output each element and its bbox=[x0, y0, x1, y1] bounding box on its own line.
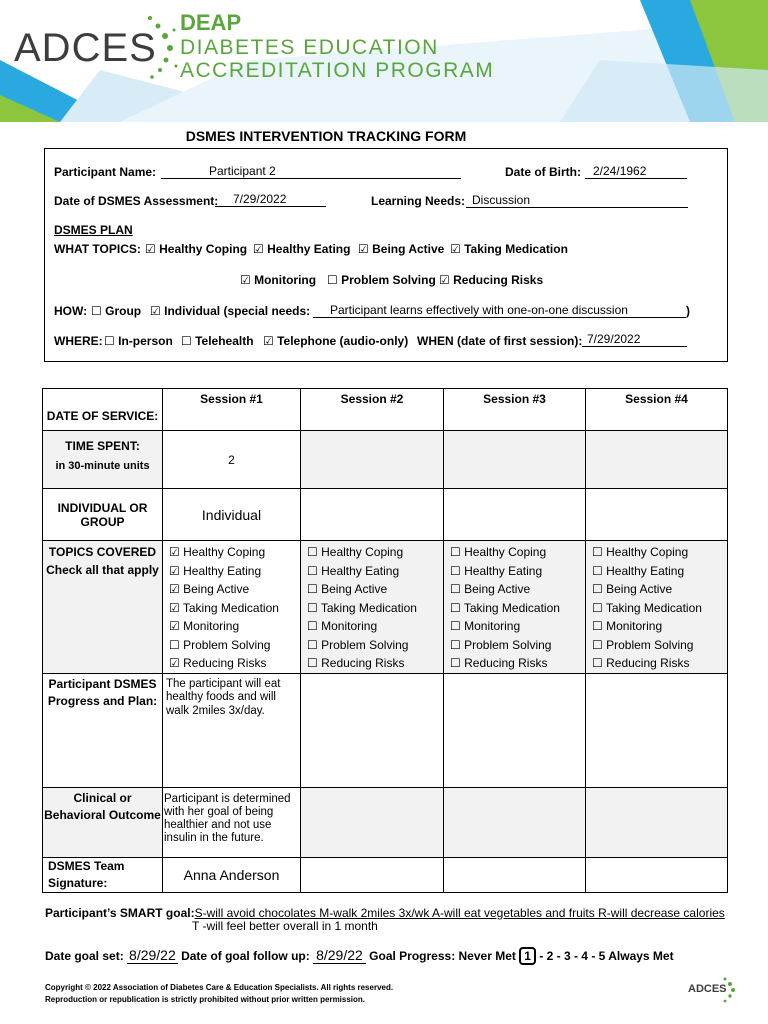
topic-monitoring[interactable] bbox=[240, 273, 316, 287]
checkbox-empty-icon: ☐ bbox=[450, 563, 461, 578]
topics-session-2 bbox=[301, 541, 444, 674]
reproduction-text: Reproduction or republication is strictly prohibited without prior written permission. bbox=[45, 995, 366, 1004]
program-line-1: DIABETES EDUCATION bbox=[180, 36, 439, 59]
time-spent-label bbox=[43, 431, 163, 489]
individual-group-session-3[interactable] bbox=[444, 489, 586, 541]
goal-progress-scale: 1 - 2 - 3 - 4 - 5 bbox=[519, 947, 608, 965]
topic-checkbox-item[interactable] bbox=[592, 599, 727, 618]
progress-session-1[interactable] bbox=[163, 673, 301, 787]
topic-label: Monitoring bbox=[460, 619, 521, 633]
checkbox-empty-icon: ☐ bbox=[592, 563, 603, 578]
where-label: WHERE: bbox=[54, 334, 103, 348]
how-individual-label: Individual (special needs: bbox=[164, 304, 311, 318]
program-line-2: ACCREDITATION PROGRAM bbox=[180, 59, 495, 82]
checkbox-empty-icon: ☐ bbox=[592, 600, 603, 615]
topic-label: Healthy Coping bbox=[602, 545, 689, 559]
topic-checkbox-item[interactable] bbox=[592, 617, 727, 636]
outcome-session-4[interactable] bbox=[586, 787, 728, 857]
topic-label: Being Active bbox=[460, 582, 531, 596]
checkbox-checked-icon: ☑ bbox=[169, 656, 180, 670]
signature-session-3[interactable] bbox=[444, 857, 586, 892]
topic-label: Problem Solving bbox=[602, 637, 694, 652]
topic-checkbox-item[interactable] bbox=[450, 617, 585, 636]
when-label: WHEN (date of first session): bbox=[417, 334, 583, 348]
topic-checkbox-item[interactable] bbox=[169, 543, 300, 562]
where-telehealth-option[interactable] bbox=[181, 334, 254, 348]
smart-goal-line1[interactable]: S-will avoid chocolates M-walk 2miles 3x/wk A-will eat vegetables and fruits R-will decrease calories bbox=[194, 906, 725, 920]
where-telehealth-label: Telehealth bbox=[195, 334, 254, 348]
progress-option-2[interactable]: 2 bbox=[546, 949, 554, 963]
dob-label: Date of Birth: bbox=[505, 165, 581, 179]
individual-group-session-4[interactable] bbox=[586, 489, 728, 541]
adces-logo: ADCES bbox=[14, 26, 157, 70]
checkbox-empty-icon: ☐ bbox=[592, 545, 603, 559]
topic-label: Problem Solving bbox=[317, 637, 409, 652]
topic-label: Taking Medication bbox=[179, 600, 279, 615]
checkbox-empty-icon: ☐ bbox=[450, 545, 461, 559]
checkbox-empty-icon: ☐ bbox=[307, 656, 318, 670]
checkbox-empty-icon: ☐ bbox=[307, 600, 318, 615]
checkbox-empty-icon: ☐ bbox=[307, 637, 318, 652]
time-spent-units: in 30-minute units bbox=[55, 460, 150, 472]
how-label: HOW: bbox=[54, 304, 88, 318]
checkbox-empty-icon: ☐ bbox=[91, 304, 102, 318]
topic-checkbox-item[interactable] bbox=[307, 636, 443, 655]
topics-session-3 bbox=[444, 541, 586, 674]
topic-problem-solving[interactable] bbox=[327, 273, 436, 287]
checkbox-checked-icon: ☑ bbox=[169, 582, 180, 596]
goal-progress-label: Goal Progress: Never Met bbox=[369, 949, 516, 963]
topic-label: Being Active bbox=[317, 582, 388, 596]
signature-session-1[interactable]: Anna Anderson bbox=[163, 857, 301, 892]
time-spent-session-2[interactable] bbox=[301, 431, 444, 489]
time-spent-title: TIME SPENT: bbox=[65, 439, 140, 453]
where-telephone-option[interactable] bbox=[263, 334, 408, 348]
topic-label: Taking Medication bbox=[464, 242, 568, 256]
topic-label: Problem Solving bbox=[341, 273, 436, 287]
what-topics-label: WHAT TOPICS: bbox=[54, 242, 141, 256]
topic-label: Healthy Coping bbox=[317, 545, 404, 559]
checkbox-checked-icon: ☑ bbox=[169, 563, 180, 578]
topic-label: Healthy Coping bbox=[179, 545, 266, 559]
table-row bbox=[43, 389, 728, 431]
topic-healthy-coping[interactable] bbox=[145, 242, 247, 256]
individual-group-label: INDIVIDUAL OR GROUP bbox=[43, 489, 163, 541]
date-of-service-label: DATE OF SERVICE: bbox=[43, 389, 163, 431]
participant-name-label: Participant Name: bbox=[54, 165, 157, 179]
topic-checkbox-item[interactable] bbox=[169, 636, 300, 655]
topic-label: Reducing Risks bbox=[317, 656, 405, 670]
always-met-label: Always Met bbox=[608, 949, 674, 963]
topic-checkbox-item[interactable] bbox=[592, 543, 727, 562]
table-row bbox=[43, 673, 728, 787]
outcome-text: Participant is determined with her goal of being healthier and not use insulin in the future. bbox=[164, 792, 291, 844]
topic-checkbox-item[interactable] bbox=[450, 599, 585, 618]
topic-label: Healthy Eating bbox=[317, 563, 400, 578]
checkbox-checked-icon: ☑ bbox=[145, 242, 156, 256]
topic-being-active[interactable] bbox=[358, 242, 444, 256]
topic-checkbox-item[interactable] bbox=[169, 654, 300, 673]
checkbox-checked-icon: ☑ bbox=[263, 334, 274, 348]
checkbox-checked-icon: ☑ bbox=[253, 242, 264, 256]
goal-set-label: Date goal set: bbox=[45, 949, 124, 963]
checkbox-empty-icon: ☐ bbox=[307, 563, 318, 578]
checkbox-empty-icon: ☐ bbox=[307, 545, 318, 559]
outcome-session-1[interactable] bbox=[163, 787, 301, 857]
progress-option-3[interactable]: 3 bbox=[563, 949, 571, 963]
smart-goal bbox=[45, 906, 725, 920]
checkbox-checked-icon: ☑ bbox=[240, 273, 251, 287]
checkbox-checked-icon: ☑ bbox=[439, 273, 450, 287]
participant-info-box bbox=[44, 148, 728, 362]
checkbox-empty-icon: ☐ bbox=[592, 619, 603, 633]
topic-checkbox-item[interactable] bbox=[592, 580, 727, 599]
progress-option-5[interactable]: 5 bbox=[598, 949, 606, 963]
outcome-session-3[interactable] bbox=[444, 787, 586, 857]
goal-followup-date[interactable]: 8/29/22 bbox=[313, 947, 366, 964]
topic-label: Problem Solving bbox=[460, 637, 552, 652]
participant-name-field[interactable]: Participant 2 bbox=[161, 164, 461, 179]
topic-checkbox-item[interactable] bbox=[450, 543, 585, 562]
topic-label: Healthy Eating bbox=[460, 563, 543, 578]
topics-covered-label: TOPICS COVERED Check all that apply bbox=[43, 541, 163, 674]
topic-label: Healthy Eating bbox=[179, 563, 262, 578]
checkbox-checked-icon: ☑ bbox=[169, 600, 180, 615]
where-inperson-option[interactable] bbox=[104, 334, 173, 348]
checkbox-checked-icon: ☑ bbox=[450, 242, 461, 256]
goal-set-date[interactable]: 8/29/22 bbox=[129, 947, 176, 963]
table-row bbox=[43, 489, 728, 541]
checkbox-empty-icon: ☐ bbox=[181, 334, 192, 348]
individual-group-session-1[interactable]: Individual bbox=[163, 489, 301, 541]
topic-checkbox-item[interactable] bbox=[169, 617, 300, 636]
sessions-table bbox=[42, 388, 728, 893]
topics-session-4 bbox=[586, 541, 728, 674]
special-needs-field[interactable]: Participant learns effectively with one-on-one discussion bbox=[313, 303, 686, 318]
checkbox-checked-icon: ☑ bbox=[169, 545, 180, 559]
checkbox-empty-icon: ☐ bbox=[450, 637, 461, 652]
checkbox-empty-icon: ☐ bbox=[592, 656, 603, 670]
how-group-option[interactable] bbox=[91, 304, 141, 318]
progress-text: The participant will eat healthy foods and will walk 2miles 3x/day. bbox=[166, 677, 281, 717]
topic-reducing-risks[interactable] bbox=[439, 273, 543, 287]
topic-label: Healthy Eating bbox=[267, 242, 351, 256]
checkbox-empty-icon: ☐ bbox=[450, 656, 461, 670]
outcome-session-2[interactable] bbox=[301, 787, 444, 857]
checkbox-empty-icon: ☐ bbox=[592, 637, 603, 652]
topic-checkbox-item[interactable] bbox=[169, 562, 300, 581]
topic-checkbox-item[interactable] bbox=[592, 562, 727, 581]
topic-taking-medication[interactable] bbox=[450, 242, 568, 256]
session-4-header: Session #4 bbox=[586, 389, 728, 431]
close-paren: ) bbox=[686, 304, 690, 318]
smart-goal-line2[interactable]: T -will feel better overall in 1 month bbox=[192, 919, 378, 933]
topic-checkbox-item[interactable] bbox=[592, 636, 727, 655]
topic-label: Healthy Coping bbox=[159, 242, 248, 256]
how-individual-option[interactable] bbox=[150, 304, 310, 318]
topic-checkbox-item[interactable] bbox=[307, 580, 443, 599]
topic-label: Reducing Risks bbox=[602, 656, 690, 670]
topic-checkbox-item[interactable] bbox=[307, 617, 443, 636]
how-group-label: Group bbox=[105, 304, 142, 318]
learning-needs-field[interactable]: Discussion bbox=[466, 193, 688, 208]
table-row bbox=[43, 541, 728, 674]
footer-adces-logo: ADCES bbox=[688, 983, 727, 995]
topic-label: Healthy Eating bbox=[602, 563, 685, 578]
outcome-label: Clinical or Behavioral Outcome bbox=[43, 787, 163, 857]
topic-checkbox-item[interactable] bbox=[169, 580, 300, 599]
topic-label: Being Active bbox=[179, 582, 250, 596]
where-telephone-label: Telephone (audio-only) bbox=[277, 334, 409, 348]
progress-session-2[interactable] bbox=[301, 673, 444, 787]
checkbox-empty-icon: ☐ bbox=[450, 600, 461, 615]
session-3-header: Session #3 bbox=[444, 389, 586, 431]
topic-checkbox-item[interactable] bbox=[450, 562, 585, 581]
checkbox-checked-icon: ☑ bbox=[358, 242, 369, 256]
checkbox-empty-icon: ☐ bbox=[450, 619, 461, 633]
topic-checkbox-item[interactable] bbox=[307, 562, 443, 581]
individual-group-session-2[interactable] bbox=[301, 489, 444, 541]
time-spent-session-1[interactable]: 2 bbox=[163, 431, 301, 489]
topic-label: Monitoring bbox=[254, 273, 317, 287]
dob-field[interactable]: 2/24/1962 bbox=[585, 164, 687, 179]
table-row bbox=[43, 431, 728, 489]
topic-healthy-eating[interactable] bbox=[253, 242, 350, 256]
where-inperson-label: In-person bbox=[118, 334, 173, 348]
progress-session-3[interactable] bbox=[444, 673, 586, 787]
topics-session-1 bbox=[163, 541, 301, 674]
checkbox-empty-icon: ☐ bbox=[307, 619, 318, 633]
when-date-field[interactable]: 7/29/2022 bbox=[582, 332, 687, 347]
session-1-header: Session #1 bbox=[163, 389, 301, 431]
progress-option-1-selected[interactable]: 1 bbox=[519, 947, 536, 965]
topic-label: Healthy Coping bbox=[460, 545, 547, 559]
topic-label: Monitoring bbox=[317, 619, 378, 633]
topic-label: Being Active bbox=[372, 242, 445, 256]
plan-heading: DSMES PLAN bbox=[54, 223, 133, 237]
topic-checkbox-item[interactable] bbox=[592, 654, 727, 673]
topic-checkbox-item[interactable] bbox=[307, 543, 443, 562]
goal-followup-label: Date of goal follow up: bbox=[181, 949, 310, 963]
topic-label: Reducing Risks bbox=[460, 656, 548, 670]
smart-goal-label: Participant’s SMART goal: bbox=[45, 906, 195, 920]
progress-label: Participant DSMES Progress and Plan: bbox=[43, 673, 163, 787]
checkbox-checked-icon: ☑ bbox=[150, 304, 161, 318]
checkbox-empty-icon: ☐ bbox=[169, 637, 180, 652]
progress-session-4[interactable] bbox=[586, 673, 728, 787]
copyright-text: Copyright © 2022 Association of Diabetes Care & Education Specialists. All rights reserved. bbox=[45, 983, 394, 992]
deap-title: DEAP bbox=[180, 10, 242, 35]
topic-label: Reducing Risks bbox=[453, 273, 544, 287]
topic-label: Reducing Risks bbox=[179, 656, 267, 670]
time-spent-session-4[interactable] bbox=[586, 431, 728, 489]
progress-option-4[interactable]: 4 bbox=[581, 949, 588, 963]
topic-label: Taking Medication bbox=[602, 600, 702, 615]
checkbox-empty-icon: ☐ bbox=[327, 273, 338, 287]
checkbox-empty-icon: ☐ bbox=[450, 582, 461, 596]
topic-checkbox-item[interactable] bbox=[450, 636, 585, 655]
checkbox-empty-icon: ☐ bbox=[592, 582, 603, 596]
table-row bbox=[43, 787, 728, 857]
topic-label: Monitoring bbox=[602, 619, 663, 633]
topic-checkbox-item[interactable] bbox=[450, 580, 585, 599]
checkbox-empty-icon: ☐ bbox=[104, 334, 115, 348]
topic-checkbox-item[interactable] bbox=[307, 599, 443, 618]
topic-label: Problem Solving bbox=[179, 637, 271, 652]
topic-checkbox-item[interactable] bbox=[450, 654, 585, 673]
signature-session-4[interactable] bbox=[586, 857, 728, 892]
header-banner bbox=[0, 0, 768, 122]
footer-logo-dots bbox=[722, 976, 738, 1004]
table-row bbox=[43, 857, 728, 892]
signature-label: DSMES Team Signature: bbox=[43, 857, 163, 892]
topic-checkbox-item[interactable] bbox=[169, 599, 300, 618]
topic-label: Taking Medication bbox=[317, 600, 417, 615]
form-title: DSMES INTERVENTION TRACKING FORM bbox=[185, 128, 467, 144]
session-2-header: Session #2 bbox=[301, 389, 444, 431]
assessment-date-field[interactable]: 7/29/2022 bbox=[215, 192, 326, 207]
goal-row bbox=[45, 947, 674, 963]
topic-checkbox-item[interactable] bbox=[307, 654, 443, 673]
learning-needs-label: Learning Needs: bbox=[371, 194, 466, 208]
topic-label: Monitoring bbox=[179, 619, 240, 633]
topic-label: Being Active bbox=[602, 582, 673, 596]
assessment-label: Date of DSMES Assessment: bbox=[54, 194, 219, 208]
checkbox-empty-icon: ☐ bbox=[307, 582, 318, 596]
time-spent-session-3[interactable] bbox=[444, 431, 586, 489]
topic-label: Taking Medication bbox=[460, 600, 560, 615]
signature-session-2[interactable] bbox=[301, 857, 444, 892]
checkbox-checked-icon: ☑ bbox=[169, 619, 180, 633]
